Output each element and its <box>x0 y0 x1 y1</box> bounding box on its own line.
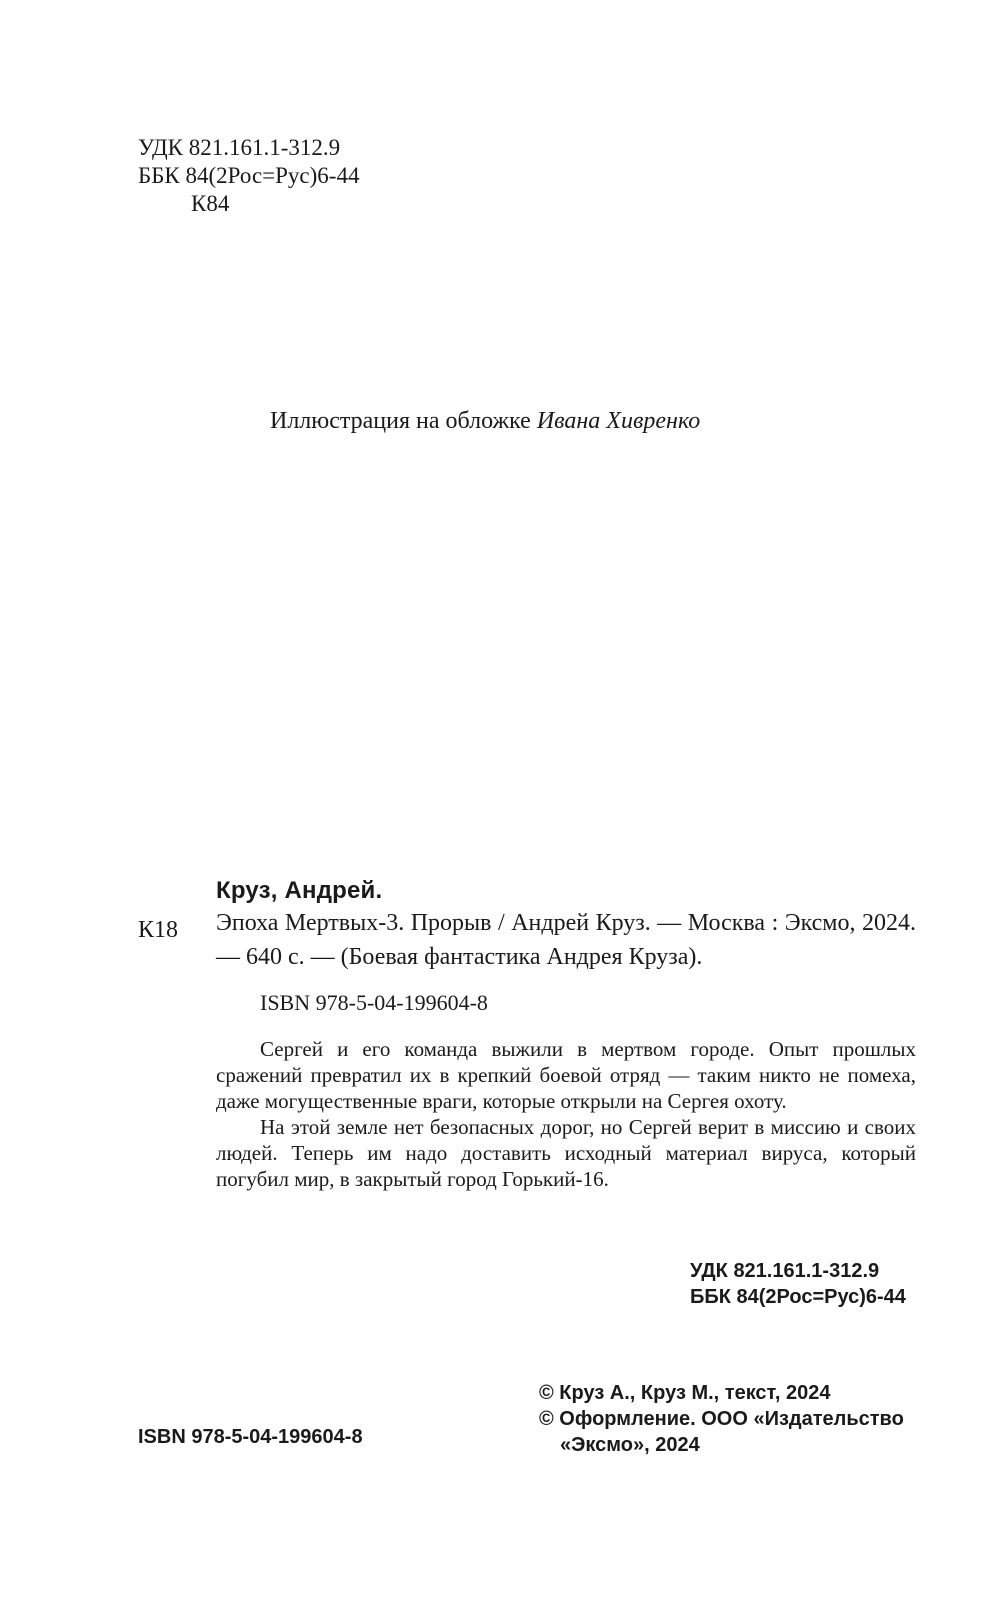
copyright-line-1: © Круз А., Круз М., текст, 2024 <box>539 1382 831 1404</box>
card-isbn: ISBN 978-5-04-199604-8 <box>260 990 488 1015</box>
illustration-prefix: Иллюстрация на обложке <box>270 408 537 434</box>
copyright-line-3: «Эксмо», 2024 <box>560 1434 700 1456</box>
card-annotation-2: На этой земле нет безопасных дорог, но Сергей верит в миссию и своих людей. Теперь им надо доставить исходный материал вируса, который погубил мир, в закрытый город Горький-16. <box>216 1115 916 1191</box>
isbn-bottom: ISBN 978-5-04-199604-8 <box>138 1426 363 1448</box>
top-udk: УДК 821.161.1-312.9 <box>138 135 341 160</box>
top-author-mark: К84 <box>191 191 230 216</box>
illustration-artist: Ивана Хивренко <box>536 408 701 434</box>
card-author-heading: Круз, Андрей. <box>216 877 383 904</box>
top-bbk: ББК 84(2Рос=Рус)6-44 <box>138 163 360 188</box>
card-description: Эпоха Мертвых-3. Прорыв / Андрей Круз. — Москва : Эксмо, 2024. — 640 с. — (Боевая фантастика Андрея Круза). <box>216 910 916 970</box>
card-k-mark: К18 <box>138 917 179 943</box>
bibliographic-card <box>216 876 916 1192</box>
copyright-line-2: © Оформление. ООО «Издательство <box>539 1408 904 1430</box>
illustration-credit <box>270 406 700 436</box>
card-annotation-1: Сергей и его команда выжили в мертвом городе. Опыт прошлых сражений превратил их в крепкий боевой отряд — таким никто не помеха, даже могущественные враги, которые открыли на Сергея охоту. <box>216 1037 916 1113</box>
bottom-bbk: ББК 84(2Рос=Рус)6-44 <box>690 1286 906 1308</box>
bottom-udk: УДК 821.161.1-312.9 <box>690 1260 880 1282</box>
